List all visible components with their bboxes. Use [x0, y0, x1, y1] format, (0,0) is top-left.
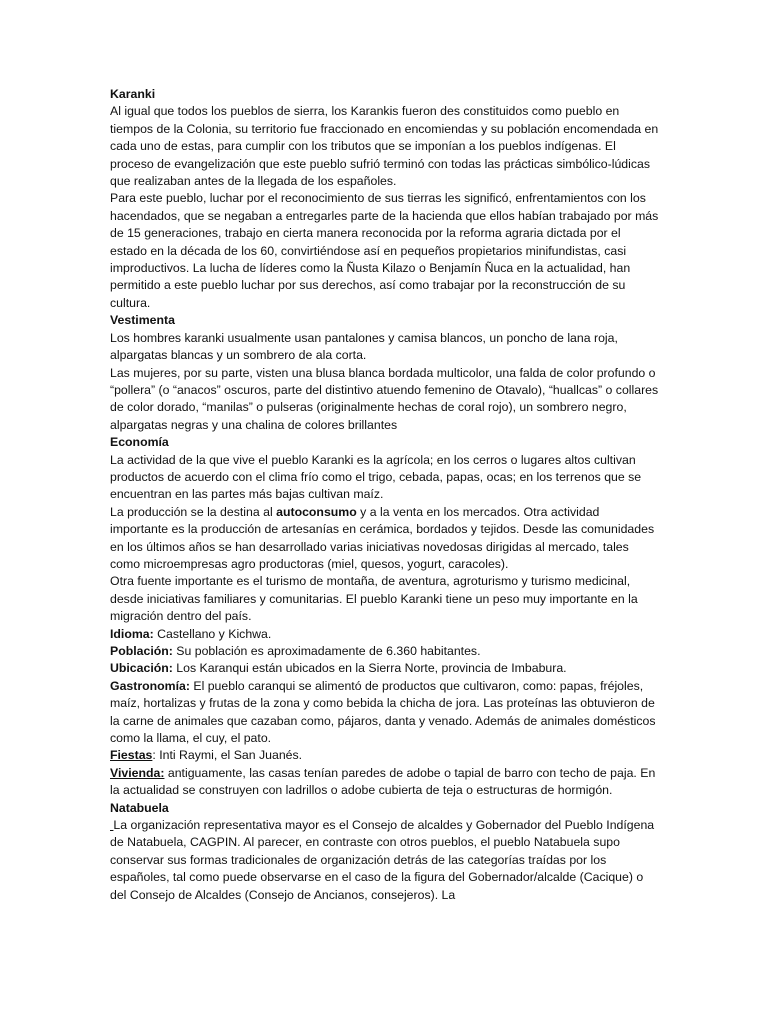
paragraph-karanki-history: Al igual que todos los pueblos de sierra, los Karankis fueron des constituidos como pueblo en tiempos de la Colonia, su territorio fue fraccionado en encomiendas y su población encomendada en cada uno de estas, para cumplir con los tributos que se imponían a los pueblos indígenas. El proceso de evangelización que este pueblo sufrió terminó con todas las prácticas simbólico-lúdicas que realizaban antes de la llegada de los españoles.: [110, 104, 659, 189]
fact-idioma-text: Castellano y Kichwa.: [153, 626, 272, 641]
fact-vivienda-text: antiguamente, las casas tenían paredes de adobe o tapial de barro con techo de paja. En la actualidad se construyen con ladrillos o adobe cubierta de teja o estructuras de hormigón.: [110, 765, 656, 798]
fact-ubicacion-label: Ubicación:: [110, 661, 173, 676]
natabuela-organization-text: La organización representativa mayor es el Consejo de alcaldes y Gobernador del Pueblo Indígena de Natabuela, CAGPIN. Al parecer, en contraste con otros pueblos, el pueblo Natabuela supo conservar sus formas tradicionales de organización detrás de las categorías traídas por los españoles, tal como puede observarse en el caso de la figura del Gobernador/alcalde (Cacique) o del Consejo de Alcaldes (Consejo de Ancianos, consejeros). La: [110, 818, 655, 902]
fact-idioma: [110, 626, 660, 643]
paragraph-vestimenta-women: Las mujeres, por su parte, visten una blusa blanca bordada multicolor, una falda de color profundo o “pollera” (o “anacos” oscuros, parte del distintivo atuendo femenino de Otavalo), “huallcas” o collares de color dorado, “manilas” o pulseras (originalmente hechas de coral rojo), un sombrero negro, alpargatas negras y una chalina de colores brillantes: [110, 365, 659, 432]
fact-gastronomia: [110, 678, 660, 748]
paragraph-vestimenta-men: Los hombres karanki usualmente usan pantalones y camisa blancos, un poncho de lana roja, alpargatas blancas y un sombrero de ala corta.: [110, 330, 618, 363]
fact-vivienda: [110, 765, 660, 800]
fact-poblacion-text: Su población es aproximadamente de 6.360 habitantes.: [172, 644, 481, 658]
economia-production-text-a: La producción se la destina al: [110, 504, 277, 519]
heading-natabuela: Natabuela: [110, 800, 169, 815]
fact-vivienda-label: Vivienda:: [110, 765, 165, 780]
fact-gastronomia-text: El pueblo caranqui se alimentó de productos que cultivaron, como: papas, fréjoles, maíz, hortalizas y frutas de la zona y como bebida la chicha de jora. Las proteínas las obtuvieron de la carne de animales que cazaban como, pájaros, danta y venado. Además de animales domésticos como la llama, el cuy, el pato.: [110, 678, 656, 746]
fact-ubicacion: [110, 660, 660, 677]
fact-fiestas-label: Fiestas: [110, 748, 153, 763]
economia-autoconsumo-term: autoconsumo: [276, 504, 357, 519]
heading-vestimenta: Vestimenta: [110, 313, 175, 328]
paragraph-karanki-land-struggle: Para este pueblo, luchar por el reconocimiento de sus tierras les significó, enfrentamientos con los hacendados, que se negaban a entregarles parte de la hacienda que ellos habían trabajado por más de 15 generaciones, trabajo en cierta manera reconocida por la reforma agraria dictada por el estado en la década de los 60, convirtiéndose así en pequeños propietarios minifundistas, casi improductivos. La lucha de líderes como la Ñusta Kilazo o Benjamín Ñuca en la actualidad, han permitido a este pueblo luchar por sus derechos, así como trabajar por la reconstrucción de su cultura.: [110, 191, 659, 310]
fact-poblacion-label: Población:: [110, 644, 173, 658]
fact-poblacion: [110, 643, 660, 660]
paragraph-economia-agriculture: La actividad de la que vive el pueblo Karanki es la agrícola; en los cerros o lugares altos cultivan productos de acuerdo con el clima frío como el trigo, cebada, papas, ocas; en los terrenos que se encuentran en las partes más bajas cultivan maíz.: [110, 452, 642, 502]
economia-production-text-b: y a la venta en los mercados. Otra actividad importante es la producción de artesanías en cerámica, bordados y tejidos. Desde las comunidades en los últimos años se han desarrollado varias iniciativas novedosas dirigidas al mercado, tales como microempresas agro productoras (miel, quesos, yogurt, caracoles).: [110, 504, 655, 571]
heading-economia: Economía: [110, 435, 169, 450]
paragraph-economia-production: [110, 504, 660, 574]
fact-fiestas-text: : Inti Raymi, el San Juanés.: [152, 748, 303, 763]
fact-ubicacion-text: Los Karanqui están ubicados en la Sierra Norte, provincia de Imbabura.: [172, 661, 567, 676]
paragraph-natabuela-organization: [110, 817, 660, 904]
heading-karanki: Karanki: [110, 87, 156, 101]
paragraph-economia-tourism: Otra fuente importante es el turismo de montaña, de aventura, agroturismo y turismo medicinal, desde iniciativas familiares y comunitarias. El pueblo Karanki tiene un peso muy importante en la migración dentro del país.: [110, 574, 638, 624]
fact-idioma-label: Idioma:: [110, 626, 154, 641]
document-page: [110, 86, 660, 904]
fact-gastronomia-label: Gastronomía:: [110, 678, 190, 693]
fact-fiestas: [110, 747, 660, 764]
